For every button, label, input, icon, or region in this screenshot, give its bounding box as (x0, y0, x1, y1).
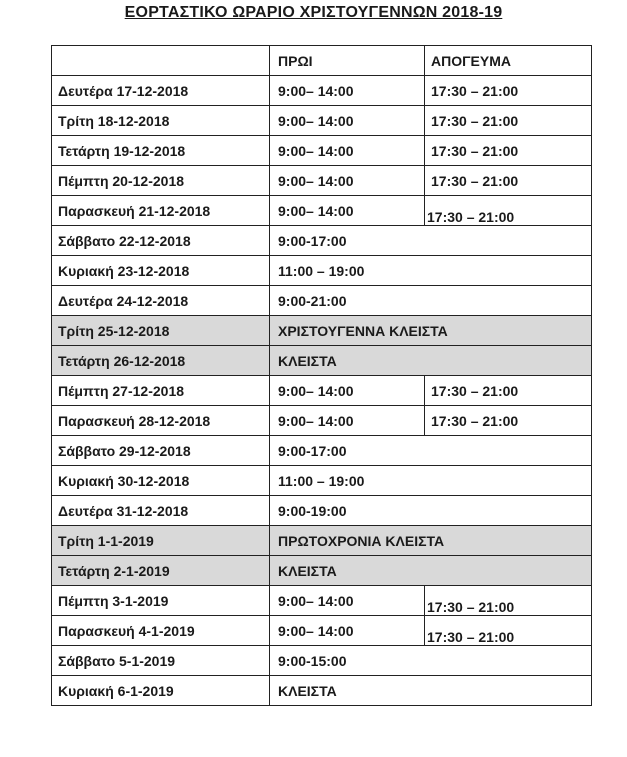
day-cell: Σάββατο 22-12-2018 (52, 226, 270, 256)
evening-hours-cell: 17:30 – 21:00 (425, 136, 592, 166)
closed-cell: ΚΛΕΙΣΤΑ (270, 346, 592, 376)
evening-hours-cell: 17:30 – 21:00 (425, 196, 592, 226)
schedule-row (52, 616, 592, 646)
hours-cell: 9:00-21:00 (270, 286, 592, 316)
day-cell: Δευτέρα 24-12-2018 (52, 286, 270, 316)
schedule-row (52, 166, 592, 196)
header-morning: ΠΡΩΙ (270, 46, 425, 76)
hours-cell: 9:00-15:00 (270, 646, 592, 676)
schedule-body (52, 46, 592, 706)
evening-hours-cell: 17:30 – 21:00 (425, 76, 592, 106)
schedule-row (52, 106, 592, 136)
day-cell: Παρασκευή 21-12-2018 (52, 196, 270, 226)
morning-hours-cell: 9:00– 14:00 (270, 106, 425, 136)
day-cell: Τετάρτη 19-12-2018 (52, 136, 270, 166)
day-cell: Τρίτη 25-12-2018 (52, 316, 270, 346)
morning-hours-cell: 9:00– 14:00 (270, 136, 425, 166)
schedule-row (52, 556, 592, 586)
day-cell: Δευτέρα 31-12-2018 (52, 496, 270, 526)
evening-hours-cell: 17:30 – 21:00 (425, 616, 592, 646)
day-cell: Παρασκευή 28-12-2018 (52, 406, 270, 436)
schedule-row (52, 586, 592, 616)
schedule-row (52, 676, 592, 706)
morning-hours-cell: 9:00– 14:00 (270, 406, 425, 436)
day-cell: Κυριακή 30-12-2018 (52, 466, 270, 496)
schedule-row (52, 256, 592, 286)
day-cell: Πέμπτη 27-12-2018 (52, 376, 270, 406)
hours-cell: 9:00-17:00 (270, 226, 592, 256)
schedule-row (52, 436, 592, 466)
morning-hours-cell: 9:00– 14:00 (270, 196, 425, 226)
day-cell: Τετάρτη 2-1-2019 (52, 556, 270, 586)
day-cell: Δευτέρα 17-12-2018 (52, 76, 270, 106)
closed-cell: ΠΡΩΤΟΧΡΟΝΙΑ ΚΛΕΙΣΤΑ (270, 526, 592, 556)
evening-hours-cell: 17:30 – 21:00 (425, 376, 592, 406)
schedule-row (52, 496, 592, 526)
hours-cell: 9:00-19:00 (270, 496, 592, 526)
schedule-row (52, 346, 592, 376)
schedule-row (52, 196, 592, 226)
evening-hours-cell: 17:30 – 21:00 (425, 166, 592, 196)
day-cell: Τρίτη 1-1-2019 (52, 526, 270, 556)
header-evening: ΑΠΟΓΕΥΜΑ (425, 46, 592, 76)
hours-cell: 11:00 – 19:00 (270, 466, 592, 496)
day-cell: Πέμπτη 3-1-2019 (52, 586, 270, 616)
schedule-row (52, 286, 592, 316)
page-title: ΕΟΡΤΑΣΤΙΚΟ ΩΡΑΡΙΟ ΧΡΙΣΤΟΥΓΕΝΝΩΝ 2018-19 (124, 4, 503, 21)
day-cell: Κυριακή 23-12-2018 (52, 256, 270, 286)
schedule-table (51, 45, 592, 706)
day-cell: Κυριακή 6-1-2019 (52, 676, 270, 706)
day-cell: Τετάρτη 26-12-2018 (52, 346, 270, 376)
evening-hours-cell: 17:30 – 21:00 (425, 406, 592, 436)
header-row (52, 46, 592, 76)
day-cell: Παρασκευή 4-1-2019 (52, 616, 270, 646)
header-day (52, 46, 270, 76)
evening-hours-cell: 17:30 – 21:00 (425, 586, 592, 616)
schedule-row (52, 646, 592, 676)
schedule-row (52, 226, 592, 256)
hours-cell: 11:00 – 19:00 (270, 256, 592, 286)
day-cell: Σάββατο 5-1-2019 (52, 646, 270, 676)
hours-cell: 9:00-17:00 (270, 436, 592, 466)
schedule-row (52, 466, 592, 496)
schedule-row (52, 316, 592, 346)
morning-hours-cell: 9:00– 14:00 (270, 586, 425, 616)
schedule-row (52, 526, 592, 556)
day-cell: Τρίτη 18-12-2018 (52, 106, 270, 136)
day-cell: Πέμπτη 20-12-2018 (52, 166, 270, 196)
schedule-row (52, 136, 592, 166)
closed-cell: ΚΛΕΙΣΤΑ (270, 556, 592, 586)
morning-hours-cell: 9:00– 14:00 (270, 76, 425, 106)
morning-hours-cell: 9:00– 14:00 (270, 166, 425, 196)
evening-hours-cell: 17:30 – 21:00 (425, 106, 592, 136)
day-cell: Σάββατο 29-12-2018 (52, 436, 270, 466)
closed-cell: ΧΡΙΣΤΟΥΓΕΝΝΑ ΚΛΕΙΣΤΑ (270, 316, 592, 346)
morning-hours-cell: 9:00– 14:00 (270, 616, 425, 646)
hours-cell: ΚΛΕΙΣΤΑ (270, 676, 592, 706)
schedule-row (52, 76, 592, 106)
schedule-row (52, 406, 592, 436)
morning-hours-cell: 9:00– 14:00 (270, 376, 425, 406)
schedule-row (52, 376, 592, 406)
